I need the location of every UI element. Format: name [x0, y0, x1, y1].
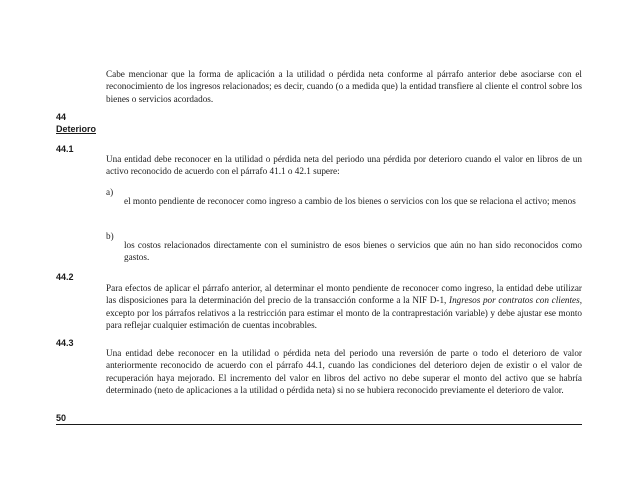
section-title: Deterioro: [56, 124, 97, 134]
paragraph-number-44-2: 44.2: [56, 272, 74, 282]
section-number: 44: [56, 112, 67, 122]
paragraph-number-44-3: 44.3: [56, 338, 74, 348]
intro-paragraph: Cabe mencionar que la forma de aplicación a la utilidad o pérdida neta conforme al párrafo anterior debe asociarse con el reconocimiento de los ingresos relacionados; es decir, cuando (o a medida que) la entidad transfiere al cliente el control sobre los bienes o servicios acordados.: [106, 69, 582, 104]
paragraph-44-3-text: Una entidad debe reconocer en la utilidad o pérdida neta del periodo una reversión de parte o todo el deterioro de valor anteriormente reconocido de acuerdo con el párrafo 44.1, cuando las condiciones del deterioro dejen de existir o el valor de recuperación haya mejorado. El incremento del valor en libros del activo no debe superar el monto del activo que se habría determinado (neto de aplicaciones a la utilidad o pérdida neta) si no se hubiera reconocido previamente el deterioro de valor.: [106, 348, 582, 395]
paragraph-number-44-1: 44.1: [56, 144, 74, 154]
list-item-b-text: los costos relacionados directamente con el suministro de esos bienes o servicios que aún no han sido reconocidos como gastos.: [124, 240, 582, 263]
paragraph-44-2-text-end: , excepto por los párrafos relativos a la restricción para estimar el monto de la contraprestación variable) y debe ajustar ese monto para reflejar cualquier estimación de cuentas incobrables.: [106, 295, 582, 330]
paragraph-44-2-text-start: Para efectos de aplicar el párrafo anterior, al determinar el monto pendiente de reconocer como ingreso, la entidad debe utilizar las disposiciones para la determinación del precio de la transacción conforme a la NIF D-1,: [106, 283, 582, 306]
paragraph-44-2-text: [106, 282, 582, 331]
paragraph-44-1-text: Una entidad debe reconocer en la utilidad o pérdida neta del periodo una pérdida por deterioro cuando el valor en libros de un activo reconocido de acuerdo con el párrafo 41.1 o 42.1 supere:: [106, 154, 582, 177]
nif-d1-title: Ingresos por contratos con clientes: [449, 295, 580, 306]
list-item-a-label: a): [106, 187, 114, 197]
page-number: 50: [56, 413, 67, 423]
list-item-a-text: el monto pendiente de reconocer como ingreso a cambio de los bienes o servicios con los que se relaciona el activo; menos: [124, 196, 576, 206]
footer-divider: [56, 424, 582, 425]
list-item-b-label: b): [106, 231, 114, 241]
